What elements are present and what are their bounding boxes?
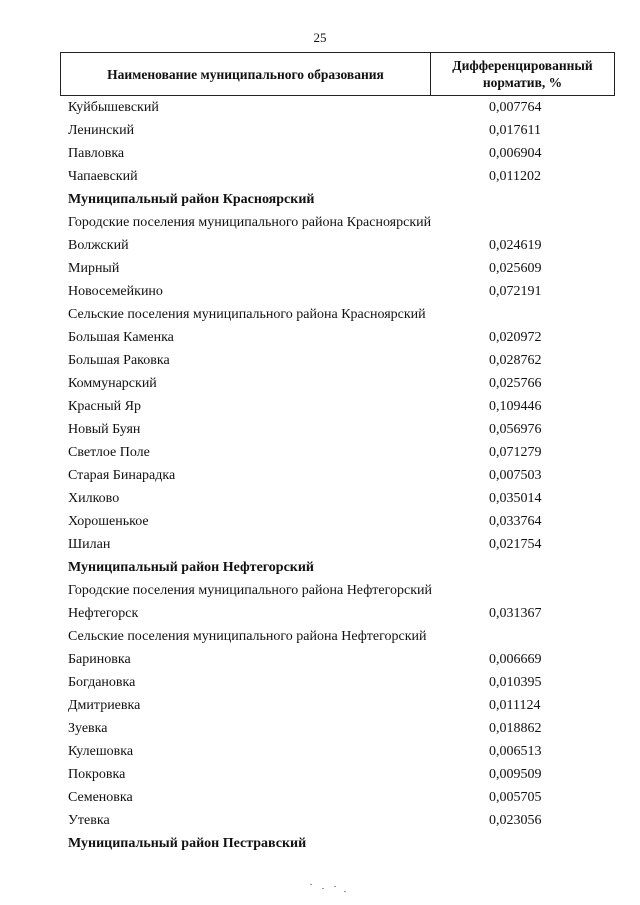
table-row: [0, 465, 640, 488]
table-row: [0, 488, 640, 511]
row-value: 0,033764: [489, 514, 542, 529]
table-row: [0, 350, 640, 373]
row-value: 0,072191: [489, 284, 542, 299]
scan-specks: [300, 880, 360, 896]
table-row: [0, 143, 640, 166]
table-row: [0, 258, 640, 281]
table-row: [0, 626, 640, 649]
row-value: 0,011202: [489, 169, 541, 184]
row-name: Бариновка: [68, 652, 131, 667]
row-name: Большая Каменка: [68, 330, 174, 345]
row-value: 0,071279: [489, 445, 542, 460]
row-name: Покровка: [68, 767, 126, 782]
table-row: [0, 718, 640, 741]
row-name: Светлое Поле: [68, 445, 150, 460]
row-name: Ленинский: [68, 123, 135, 138]
table-row: [0, 695, 640, 718]
row-name: Мирный: [68, 261, 120, 276]
row-name: Красный Яр: [68, 399, 141, 414]
row-value: 0,006669: [489, 652, 542, 667]
row-value: 0,025609: [489, 261, 542, 276]
row-value: 0,010395: [489, 675, 542, 690]
row-name: Шилан: [68, 537, 111, 552]
table-row: [0, 603, 640, 626]
table-row: [0, 235, 640, 258]
table-row: [0, 212, 640, 235]
row-name: Городские поселения муниципального района Нефтегорский: [68, 583, 432, 598]
header-normative-line2: норматив, %: [482, 75, 563, 90]
table-row: [0, 396, 640, 419]
row-name: Муниципальный район Красноярский: [68, 192, 315, 207]
row-name: Коммунарский: [68, 376, 157, 391]
table-row: [0, 97, 640, 120]
row-name: Семеновка: [68, 790, 133, 805]
row-name: Богдановка: [68, 675, 136, 690]
table-row: [0, 580, 640, 603]
header-normative-line1: Дифференцированный: [452, 58, 593, 73]
table-row: [0, 764, 640, 787]
row-value: 0,021754: [489, 537, 542, 552]
row-value: 0,035014: [489, 491, 542, 506]
table-row: [0, 741, 640, 764]
row-value: 0,031367: [489, 606, 542, 621]
table-row: [0, 649, 640, 672]
row-value: 0,020972: [489, 330, 542, 345]
row-value: 0,023056: [489, 813, 542, 828]
row-name: Кулешовка: [68, 744, 134, 759]
row-name: Старая Бинарадка: [68, 468, 176, 483]
row-name: Муниципальный район Нефтегорский: [68, 560, 314, 575]
table-row: [0, 327, 640, 350]
row-value: 0,056976: [489, 422, 542, 437]
header-municipality-name: Наименование муниципального образования: [61, 53, 431, 95]
row-name: Волжский: [68, 238, 129, 253]
table-row: [0, 787, 640, 810]
row-name: Дмитриевка: [68, 698, 141, 713]
row-value: 0,028762: [489, 353, 542, 368]
row-value: 0,018862: [489, 721, 542, 736]
page-number: 25: [313, 30, 327, 45]
table-body: [0, 97, 640, 856]
row-name: Городские поселения муниципального района Красноярский: [68, 215, 432, 230]
table-row: [0, 442, 640, 465]
row-name: Нефтегорск: [68, 606, 139, 621]
row-value: 0,007764: [489, 100, 542, 115]
section-heading-row: [0, 557, 640, 580]
table-row: [0, 419, 640, 442]
row-name: Большая Раковка: [68, 353, 170, 368]
table-row: [0, 166, 640, 189]
row-name: Хилково: [68, 491, 120, 506]
table-row: [0, 810, 640, 833]
row-value: 0,109446: [489, 399, 542, 414]
row-name: Чапаевский: [68, 169, 138, 184]
table-row: [0, 120, 640, 143]
row-value: 0,024619: [489, 238, 542, 253]
section-heading-row: [0, 833, 640, 856]
table-row: [0, 534, 640, 557]
row-name: Новосемейкино: [68, 284, 163, 299]
header-normative: [431, 53, 614, 95]
row-value: 0,017611: [489, 123, 541, 138]
row-name: Утевка: [68, 813, 110, 828]
row-name: Куйбышевский: [68, 100, 159, 115]
row-value: 0,006904: [489, 146, 542, 161]
row-name: Павловка: [68, 146, 125, 161]
table-row: [0, 672, 640, 695]
row-value: 0,007503: [489, 468, 542, 483]
row-value: 0,011124: [489, 698, 541, 713]
table-row: [0, 281, 640, 304]
row-value: 0,005705: [489, 790, 542, 805]
row-name: Зуевка: [68, 721, 108, 736]
table-header: [60, 52, 615, 96]
section-heading-row: [0, 189, 640, 212]
row-name: Новый Буян: [68, 422, 141, 437]
row-value: 0,009509: [489, 767, 542, 782]
row-name: Муниципальный район Пестравский: [68, 836, 307, 851]
table-row: [0, 304, 640, 327]
row-name: Сельские поселения муниципального района Красноярский: [68, 307, 426, 322]
row-value: 0,025766: [489, 376, 542, 391]
row-value: 0,006513: [489, 744, 542, 759]
row-name: Сельские поселения муниципального района Нефтегорский: [68, 629, 427, 644]
table-row: [0, 373, 640, 396]
table-row: [0, 511, 640, 534]
row-name: Хорошенькое: [68, 514, 149, 529]
